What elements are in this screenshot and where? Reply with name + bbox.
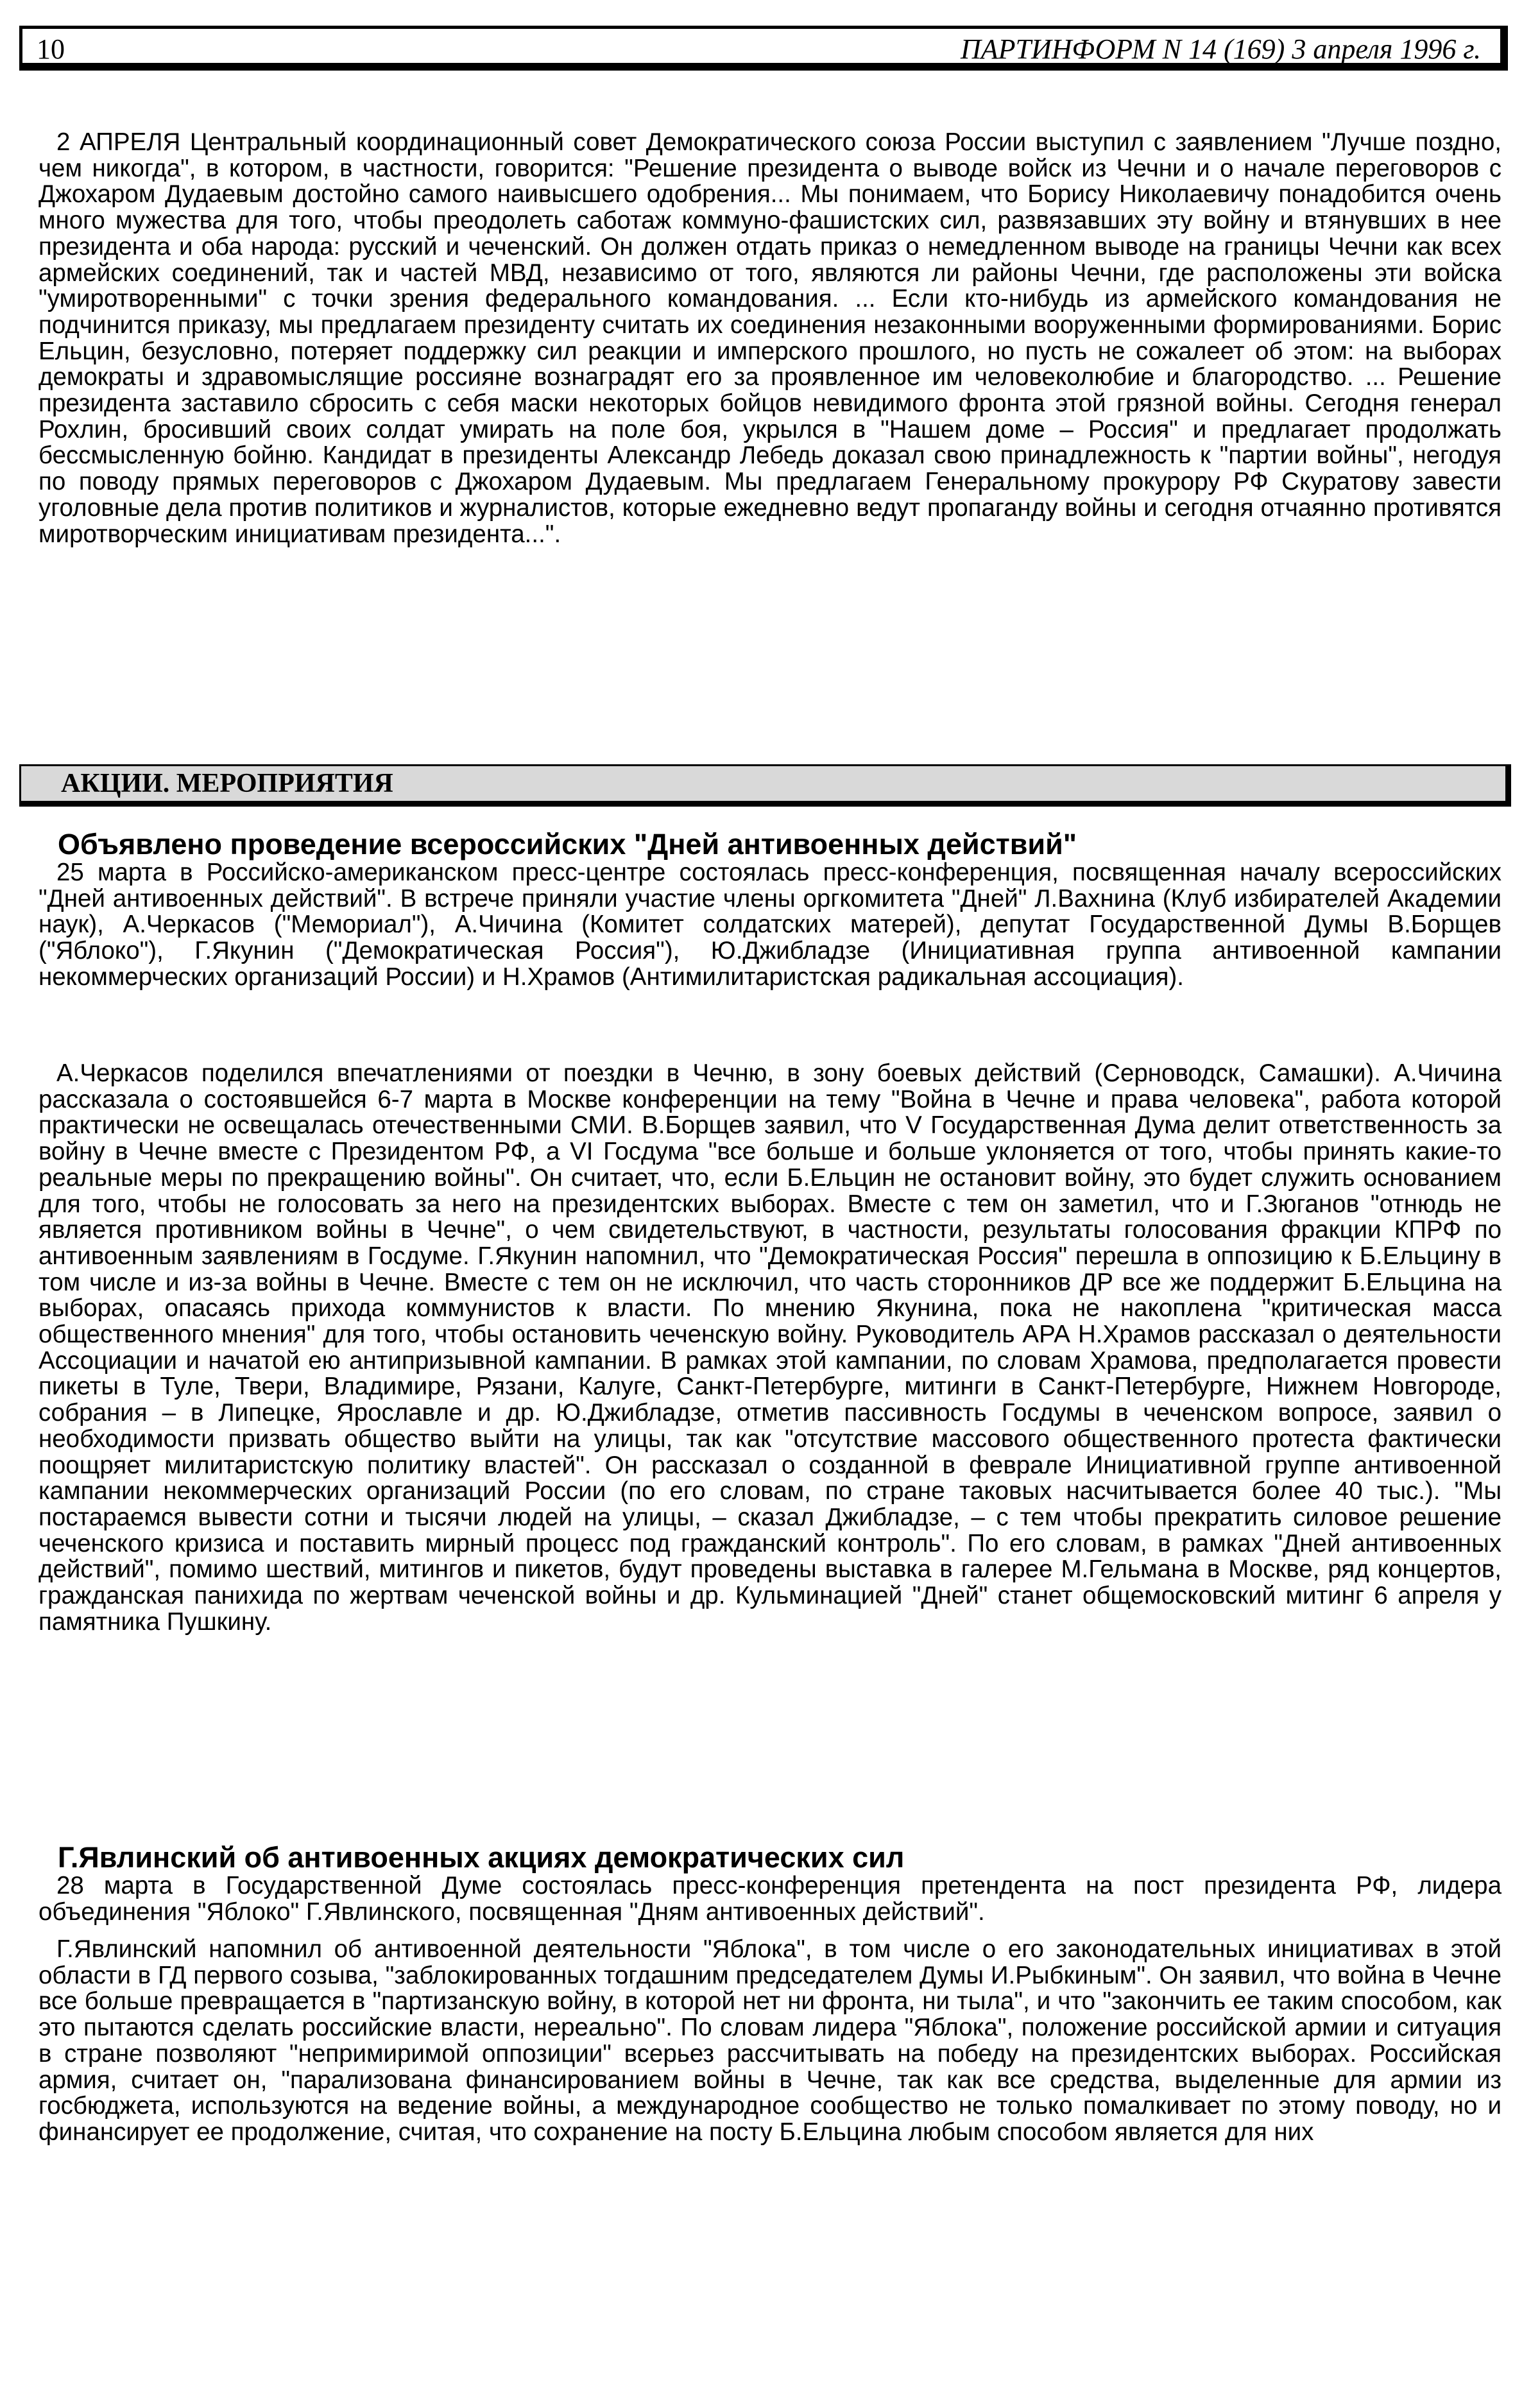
article-headline-yavlinsky: Г.Явлинский об антивоенных акциях демократических сил	[58, 1841, 905, 1874]
page-header	[19, 26, 1508, 71]
article-paragraph: 25 марта в Российско-американском пресс-центре состоялась пресс-конференция, посвященная началу всероссийских "Дней антивоенных действий". В встрече приняли участие члены оргкомитета "Дней" Л.Вахнина (Клуб избирателей Академии наук), А.Черкасов ("Мемориал"), А.Чичина (Комитет солдатских матерей), депутат Государственной Думы В.Борщев ("Яблоко"), Г.Якунин ("Демократическая Россия"), Ю.Джибладзе (Инициативная группа антивоенной кампании некоммерческих организаций России) и Н.Храмов (Антимилитаристская радикальная ассоциация).	[38, 859, 1502, 991]
article-headline-antiwar-days: Объявлено проведение всероссийских "Дней антивоенных действий"	[58, 828, 1077, 861]
article-paragraph: А.Черкасов поделился впечатлениями от поездки в Чечню, в зону боевых действий (Серноводск, Самашки). А.Чичина рассказала о состоявшейся 6-7 марта в Москве конференции на тему "Война в Чечне и права человека", работа которой практически не освещалась отечественными СМИ. В.Борщев заявил, что V Государственная Дума делит ответственность за войну в Чечне вместе с Президентом РФ, а VI Госдума "все больше и больше уклоняется от того, чтобы принять какие-то реальные меры по прекращению войны". Он считает, что, если Б.Ельцин не остановит войну, это будет служить основанием для того, чтобы не голосовать за него на президентских выборах. Вместе с тем он заметил, что и Г.Зюганов "отнюдь не является противником войны в Чечне", о чем свидетельствуют, в частности, результаты голосования фракции КПРФ по антивоенным заявлениям в Госдуме. Г.Якунин напомнил, что "Демократическая Россия" перешла в оппозицию к Б.Ельцину в том числе и из-за войны в Чечне. Вместе с тем он не исключил, что часть сторонников ДР все же поддержит Б.Ельцина на выборах, опасаясь прихода коммунистов к власти. По мнению Якунина, пока не накоплена "критическая масса общественного мнения" для того, чтобы остановить чеченскую войну. Руководитель АРА Н.Храмов рассказал о деятельности Ассоциации и начатой ею антипризывной кампании. В рамках этой кампании, по словам Храмова, предполагается провести пикеты в Туле, Твери, Владимире, Рязани, Калуге, Санкт-Петербурге, митинги в Санкт-Петербурге, Нижнем Новгороде, собрания – в Липецке, Ярославле и др. Ю.Джибладзе, отметив пассивность Госдумы в чеченском вопросе, заявил о необходимости призвать общество выйти на улицы, так как "отсутствие массового общественного протеста фактически поощряет милитаристскую политику властей". Он рассказал о созданной в феврале Инициативной группе антивоенной кампании некоммерческих организаций России (по его словам, по стране таковых насчитывается более 40 тыс.). "Мы постараемся вывести сотни и тысячи людей на улицы, – сказал Джибладзе, – с тем чтобы прекратить силовое решение чеченского кризиса и поставить мирный процесс под гражданский контроль". По его словам, в рамках "Дней антивоенных действий", помимо шествий, митингов и пикетов, будут проведены выставка в галерее М.Гельмана в Москве, ряд концертов, гражданская панихида по жертвам чеченской войны и др. Кульминацией "Дней" станет общемосковский митинг 6 апреля у памятника Пушкину.	[38, 1059, 1502, 1636]
article-paragraph: Г.Явлинский напомнил об антивоенной деятельности "Яблока", в том числе о его законодательных инициативах в этой области в ГД первого созыва, "заблокированных тогдашним председателем Думы И.Рыбкиным". Он заявил, что война в Чечне все больше превращается в "партизанскую войну, в которой нет ни фронта, ни тыла", и что "закончить ее таким способом, как это пытаются сделать российские власти, нереально". По словам лидера "Яблока", положение российской армии и ситуация в стране позволяют "непримиримой оппозиции" всерьез рассчитывать на победу на президентских выборах. Российская армия, считает он, "парализована финансированием войны в Чечне, так как все средства, выделенные для армии из госбюджета, используются на ведение войны, а международное сообщество не только помалкивает по этому поводу, но и финансирует ее продолжение, считая, что сохранение на посту Б.Ельцина любым способом является для них	[38, 1935, 1502, 2146]
article-paragraph: 28 марта в Государственной Думе состоялась пресс-конференция претендента на пост президента РФ, лидера объединения "Яблоко" Г.Явлинского, посвященная "Дням антивоенных действий".	[38, 1872, 1502, 1926]
section-title: АКЦИИ. МЕРОПРИЯТИЯ	[19, 764, 1511, 807]
issue-line: ПАРТИНФОРМ N 14 (169) 3 апреля 1996 г.	[961, 33, 1481, 65]
page-number: 10	[37, 33, 65, 65]
intro-paragraph: 2 АПРЕЛЯ Центральный координационный совет Демократического союза России выступил с заявлением "Лучше поздно, чем никогда", в котором, в частности, говорится: "Решение президента о выводе войск из Чечни и о начале переговоров с Джохаром Дудаевым достойно самого наивысшего одобрения... Мы понимаем, что Борису Николаевичу понадобится очень много мужества для того, чтобы преодолеть саботаж коммуно-фашистских сил, развязавших эту войну и втянувших в нее президента и оба народа: русский и чеченский. Он должен отдать приказ о немедленном выводе на границы Чечни как всех армейских соединений, так и частей МВД, независимо от того, являются ли районы Чечни, где расположены эти войска "умиротворенными" с точки зрения федерального командования. ... Если кто-нибудь из армейского командования не подчинится приказу, мы предлагаем президенту считать их соединения незаконными вооруженными формированиями. Борис Ельцин, безусловно, потеряет поддержку сил реакции и имперского прошлого, но пусть не сожалеет об этом: на выборах демократы и здравомыслящие россияне вознаградят его за проявленное им человеколюбие и благородство. ... Решение президента заставило сбросить с себя маски некоторых бойцов невидимого фронта этой грязной войны. Сегодня генерал Рохлин, бросивший своих солдат умирать на поле боя, укрылся в "Нашем доме – Россия" и предлагает продолжать бессмысленную бойню. Кандидат в президенты Александр Лебедь доказал свою принадлежность к "партии войны", негодуя по поводу прямых переговоров с Джохаром Дудаевым. Мы предлагаем Генеральному прокурору РФ Скуратову завести уголовные дела против политиков и журналистов, которые ежедневно ведут пропаганду войны и сегодня отчаянно противятся миротворческим инициативам президента...".	[38, 128, 1502, 548]
